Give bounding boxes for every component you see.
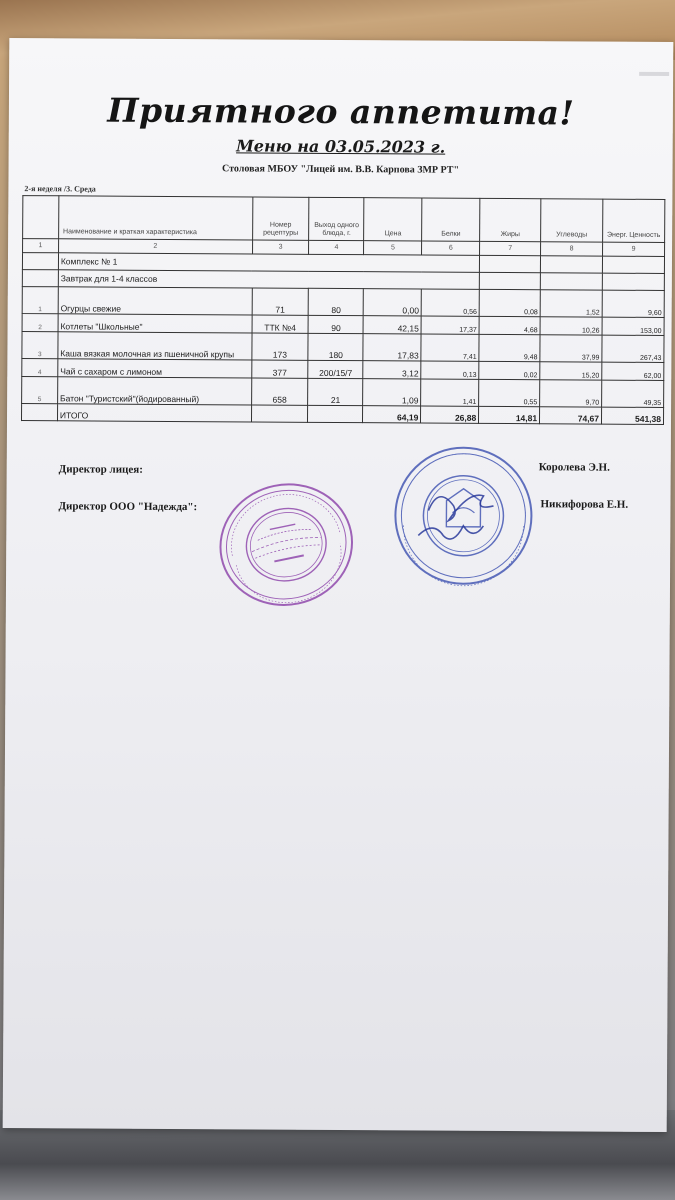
- carbs-value: 10,26: [540, 317, 602, 335]
- row-idx: 5: [22, 377, 58, 404]
- carbs-value: 1,52: [540, 290, 602, 317]
- recipe-number: ТТК №4: [252, 315, 309, 333]
- col-number: 6: [422, 241, 480, 255]
- total-energy: 541,38: [602, 407, 664, 424]
- carbs-value: 9,70: [540, 380, 602, 407]
- col-number: 8: [541, 242, 603, 256]
- table-row: [22, 377, 664, 408]
- dish-name: Батон "Туристский"(йодированный): [58, 377, 252, 405]
- header-protein: Белки: [422, 198, 480, 241]
- energy-value: 9,60: [602, 290, 664, 317]
- table-row: [22, 332, 664, 363]
- col-number: 2: [58, 239, 252, 254]
- total-carbs: 74,67: [540, 407, 602, 424]
- total-row: [21, 404, 663, 425]
- dish-name: Каша вязкая молочная из пшеничной крупы: [58, 332, 252, 360]
- protein-value: 7,41: [421, 334, 479, 361]
- protein-value: 0,13: [421, 361, 479, 379]
- total-protein: 26,88: [421, 406, 479, 423]
- director-lyceum-label: Директор лицея:: [58, 463, 143, 476]
- header-recipe: Номер рецептуры: [252, 197, 309, 240]
- fat-value: 9,48: [479, 334, 540, 361]
- table-row: [22, 287, 664, 318]
- protein-value: 1,41: [421, 379, 479, 406]
- col-number: 3: [252, 240, 309, 254]
- director-lyceum-name: Королева Э.Н.: [538, 461, 610, 474]
- header-carbs: Углеводы: [541, 199, 603, 242]
- header-energy: Энерг. Ценность: [603, 199, 665, 242]
- header-yield: Выход одного блюда, г.: [309, 197, 364, 240]
- lyceum-stamp: [388, 440, 539, 591]
- header-price: Цена: [364, 198, 422, 241]
- row-idx: 3: [22, 332, 58, 359]
- price-value: 17,83: [363, 334, 421, 361]
- row-idx: 1: [22, 287, 58, 314]
- header-fat: Жиры: [480, 198, 541, 241]
- table-header-row: [23, 196, 665, 243]
- complex-label: Комплекс № 1: [58, 253, 479, 273]
- row-idx: 4: [22, 359, 58, 377]
- total-price: 64,19: [363, 406, 421, 423]
- menu-table: [21, 195, 665, 425]
- recipe-number: 658: [251, 378, 308, 405]
- dish-name: Огурцы свежие: [58, 287, 252, 315]
- protein-value: 17,37: [421, 316, 479, 334]
- yield-value: 80: [309, 288, 364, 315]
- menu-paper-sheet: [3, 38, 674, 1132]
- yield-value: 180: [308, 333, 363, 360]
- col-number: 9: [603, 242, 665, 256]
- price-value: 1,09: [363, 379, 421, 406]
- breakfast-label: Завтрак для 1-4 классов: [58, 270, 479, 290]
- week-label: 2-я неделя /3. Среда: [24, 184, 96, 194]
- fat-value: 0,02: [479, 361, 540, 379]
- recipe-number: 377: [251, 360, 308, 378]
- director-ooo-name: Никифорова Е.Н.: [540, 498, 629, 511]
- dish-name: Чай с сахаром с лимоном: [58, 359, 252, 378]
- page-title: Приятного аппетита!: [107, 90, 575, 133]
- fat-value: 4,68: [479, 316, 540, 334]
- fat-value: 0,08: [479, 289, 540, 316]
- menu-date: Меню на 03.05.2023 г.: [236, 136, 446, 157]
- yield-value: 90: [309, 315, 364, 333]
- total-fat: 14,81: [479, 406, 540, 423]
- header-name: Наименование и краткая характеристика: [59, 196, 253, 240]
- paper-fold: [639, 72, 669, 76]
- energy-value: 62,00: [602, 362, 664, 380]
- yield-value: 21: [308, 378, 363, 405]
- ooo-nadezhda-stamp: [211, 479, 362, 610]
- col-number: 1: [23, 239, 59, 253]
- row-idx: 2: [22, 314, 58, 332]
- col-number: 5: [364, 241, 422, 255]
- price-value: 0,00: [364, 289, 422, 316]
- protein-value: 0,56: [421, 289, 479, 316]
- dish-name: Котлеты "Школьные": [58, 314, 252, 333]
- energy-value: 49,35: [602, 380, 664, 407]
- col-number: 7: [480, 241, 541, 255]
- energy-value: 267,43: [602, 335, 664, 362]
- fat-value: 0,55: [479, 379, 540, 406]
- energy-value: 153,00: [602, 317, 664, 335]
- price-value: 42,15: [363, 316, 421, 334]
- total-label: ИТОГО: [57, 404, 251, 422]
- carbs-value: 15,20: [540, 362, 602, 380]
- yield-value: 200/15/7: [308, 360, 363, 378]
- recipe-number: 71: [252, 288, 309, 315]
- director-ooo-label: Директор ООО "Надежда":: [58, 500, 198, 514]
- col-number: 4: [309, 240, 364, 254]
- price-value: 3,12: [363, 361, 421, 379]
- canteen-name: Столовая МБОУ "Лицей им. В.В. Карпова ЗМР РТ": [222, 163, 460, 176]
- header-idx: [23, 196, 59, 239]
- carbs-value: 37,99: [540, 335, 602, 362]
- recipe-number: 173: [251, 333, 308, 360]
